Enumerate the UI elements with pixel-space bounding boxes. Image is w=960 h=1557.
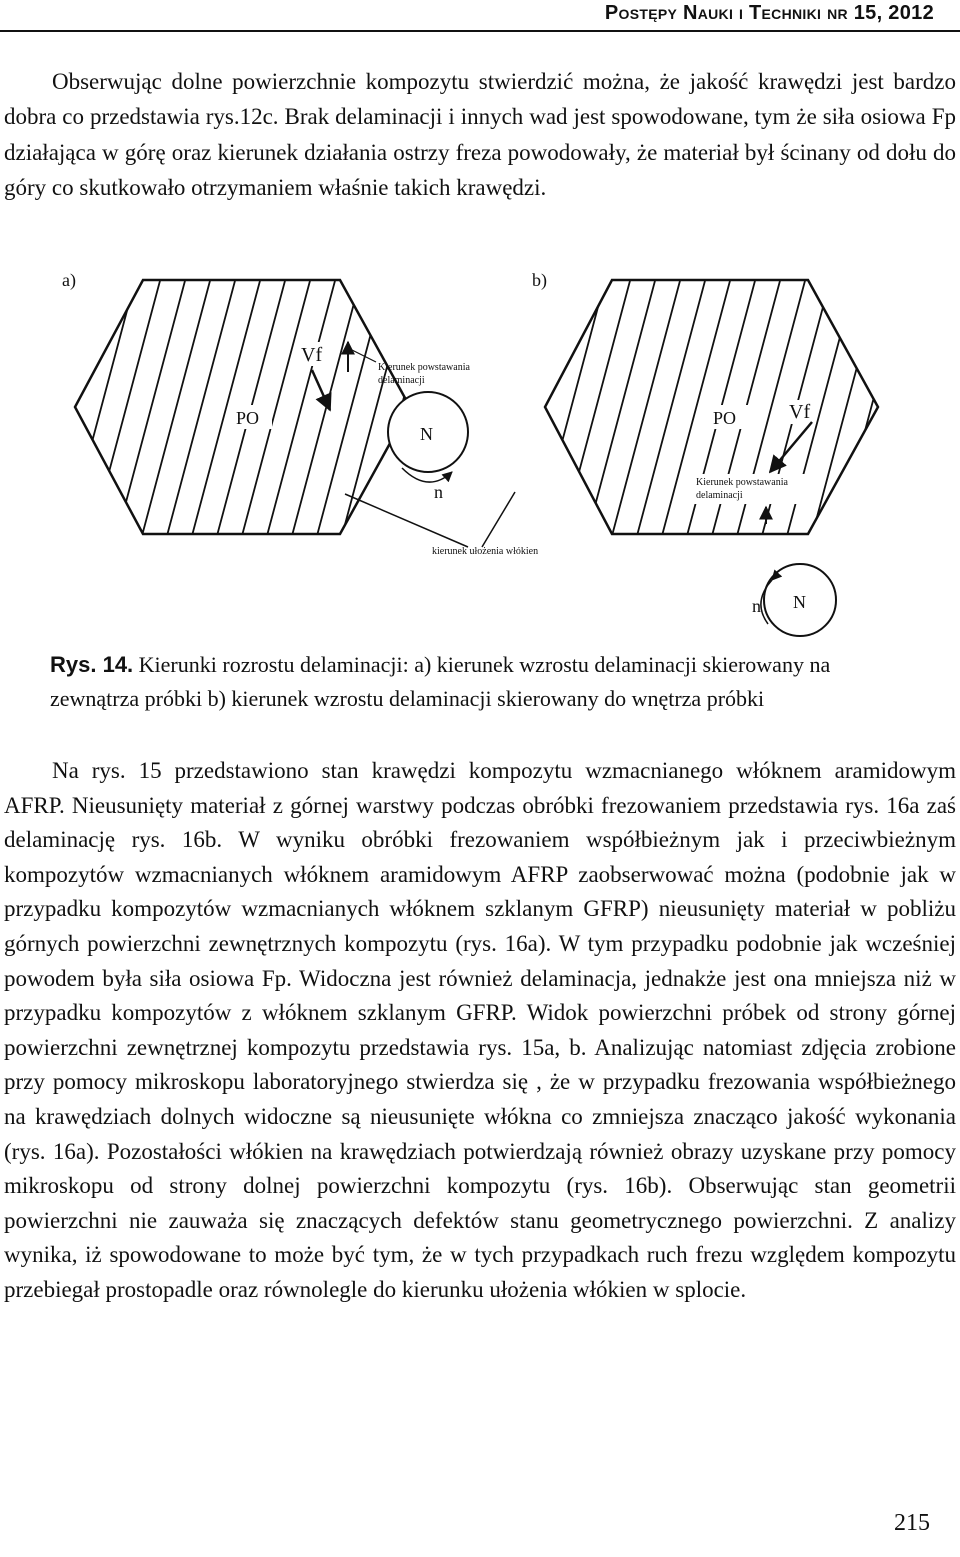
page-number: 215 [894, 1510, 930, 1536]
panel-a [60, 262, 538, 562]
po-label-a: PO [236, 408, 260, 428]
panel-b-label: b) [532, 270, 547, 290]
delam-label-a-2: delaminacji [378, 375, 425, 386]
fiber-dir-line-a1 [345, 494, 468, 547]
panel-b [530, 262, 910, 636]
figure-caption [50, 648, 920, 716]
caption-text: Kierunki rozrostu delaminacji: a) kierunek wzrostu delaminacji skierowany na zewnątrza próbki b) kierunek wzrostu delaminacji skierowany do wnętrza próbki [50, 652, 831, 711]
caption-number: Rys. 14. [50, 652, 134, 677]
rotation-label-b: n [752, 596, 761, 616]
journal-header: Postępy Nauki i Techniki nr 15, 2012 [604, 2, 934, 24]
paragraph-1 [4, 64, 956, 206]
delam-label-a-1: Kierunek powstawania [378, 362, 470, 373]
delam-label-b-1: Kierunek powstawania [696, 477, 788, 488]
paragraph-2 [4, 754, 956, 1308]
cutter-b-label: N [793, 592, 806, 612]
paragraph-2-text: Na rys. 15 przedstawiono stan krawędzi kompozytu wzmacnianego włóknem aramidowym AFRP. Nieusunięty materiał z górnej warstwy podczas obróbki frezowaniem przedstawia rys. 16a zaś delaminację rys. 16b. W wyniku obróbki frezowaniem współbieżnym jak i przeciwbieżnym kompozytów wzmacnianych włóknem aramidowym AFRP zaobserwować można (podobnie jak w przypadku kompozytów wzmacnianych włóknem szklanym GFRP) nieusunięty materiał w pobliżu górnych powierzchni zewnętrznych kompozytu (rys. 16a). W tym przypadku podobnie jak wcześniej powodem była siła osiowa Fp. Widoczna jest również delaminacja, jednakże jest ona mniejsza niż w przypadku kompozytów z włóknem szklanym GFRP. Widok powierzchni próbek od strony górnej powierzchni zewnętrznej kompozytu przedstawia rys. 15a, b. Analizując natomiast zdjęcia zrobione przy pomocy mikroskopu laboratoryjnego stwierdza się , że w przypadku frezowania współbieżnego na krawędziach dolnych widoczne są nieusunięte włókna co zmniejsza znacząco jakość wykonania (rys. 16a). Pozostałości włókien na krawędziach potwierdzają również obrazy uzyskane przy pomocy mikroskopu od strony dolnej powierzchni kompozytu (rys. 16b). Obserwując stan geometrii powierzchni nie zauważa się znaczących defektów stanu geometrycznego powierzchni. Z analizy wynika, iż spowodowane to może być tym, że w tych przypadkach ruch frezu względem kompozytu przebiegał prostopadle oraz równolegle do kierunku ułożenia włókien w splocie. [4, 758, 956, 1302]
fiber-dir-line-a2 [482, 492, 515, 547]
paragraph-1-text: Obserwując dolne powierzchnie kompozytu stwierdzić można, że jakość krawędzi jest bardzo dobra co przedstawia rys.12c. Brak delaminacji i innych wad jest spowodowane, tym że siła osiowa Fp działająca w górę oraz kierunek działania ostrzy freza powodowały, że materiał był ścinany od dołu do góry co skutkowało otrzymaniem właśnie takich krawędzi. [4, 69, 956, 201]
po-label-b: PO [713, 408, 737, 428]
rotation-label-a: n [434, 482, 443, 502]
vf-label-b: Vf [789, 401, 811, 423]
vf-label-a: Vf [301, 344, 323, 366]
cutter-a-label: N [420, 424, 433, 444]
delam-label-b-2: delaminacji [696, 490, 743, 501]
header-rule [0, 30, 960, 32]
figure-14 [0, 262, 960, 642]
panel-a-label: a) [62, 270, 76, 290]
fiber-dir-label: kierunek ułożenia włókien [432, 546, 539, 557]
